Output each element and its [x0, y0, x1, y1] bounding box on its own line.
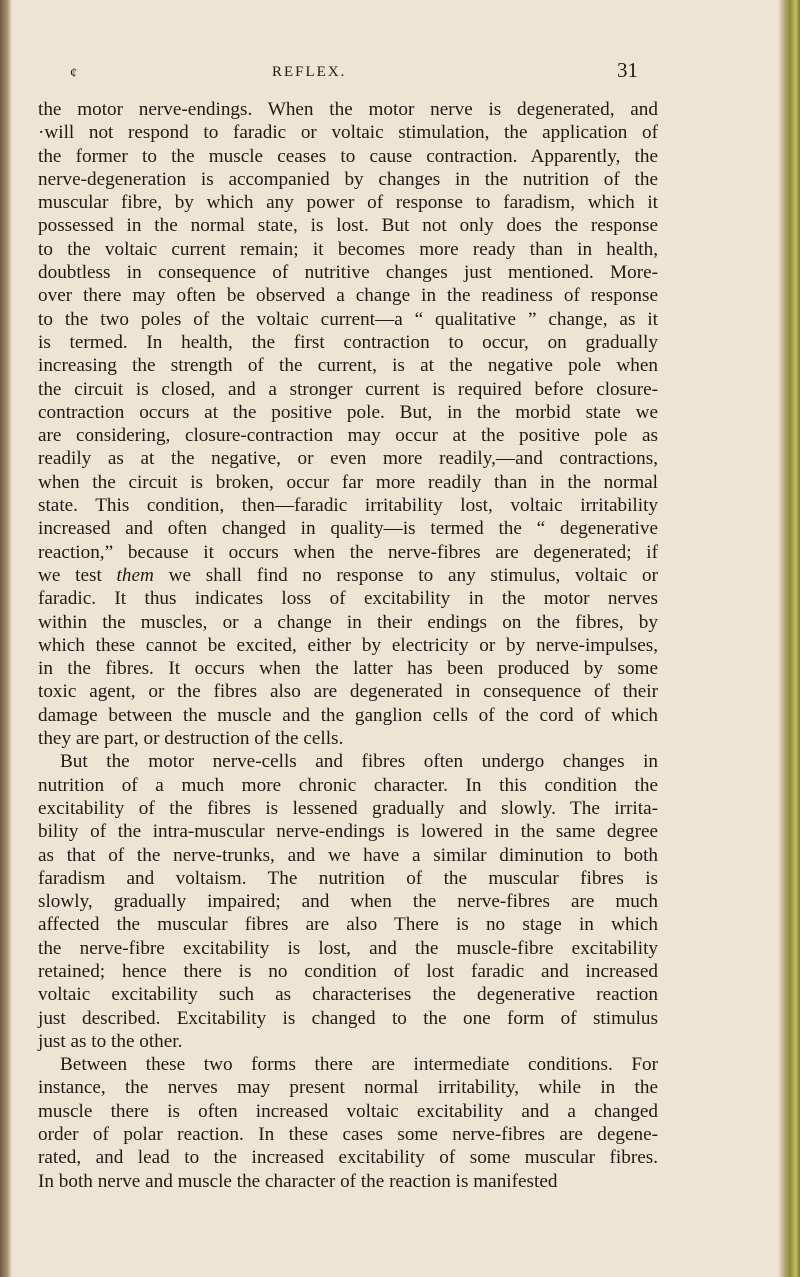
text-line: nerve-degeneration is accompanied by changes in the nutrition of the	[38, 168, 658, 190]
text-line: just described. Excitability is changed to the one form of stimulus	[38, 1007, 658, 1029]
running-head-title: REFLEX.	[272, 64, 347, 80]
text-line: the nerve-fibre excitability is lost, and the muscle-fibre excitability	[38, 937, 658, 959]
text-line: excitability of the fibres is lessened gradually and slowly. The irrita-	[38, 797, 658, 819]
text-line: rated, and lead to the increased excitability of some muscular fibres.	[38, 1147, 658, 1169]
text-line: the motor nerve-endings. When the motor nerve is degenerated, and	[38, 99, 658, 120]
text-line: within the muscles, or a change in their endings on the fibres, by	[38, 611, 658, 633]
text-line: damage between the muscle and the ganglion cells of the cord of which	[38, 704, 658, 726]
text-line: instance, the nerves may present normal irritability, while in the	[38, 1077, 658, 1099]
text-line: slowly, gradually impaired; and when the nerve-fibres are much	[38, 891, 658, 913]
text-line: ·will not respond to faradic or voltaic stimulation, the application of	[38, 122, 658, 144]
text-line: to the two poles of the voltaic current—a “ qualitative ” change, as it	[38, 308, 658, 330]
text-line: muscle there is often increased voltaic excitability and a changed	[38, 1100, 658, 1122]
text-line: faradic. It thus indicates loss of excitability in the motor nerves	[38, 588, 658, 610]
text-line: increased and often changed in quality—is termed the “ degenerative	[38, 518, 658, 540]
text-line: the former to the muscle ceases to cause contraction. Apparently, the	[38, 145, 658, 167]
text-line: bility of the intra-muscular nerve-endings is lowered in the same degree	[38, 821, 658, 843]
text-line: are considering, closure-contraction may occur at the positive pole as	[38, 425, 658, 447]
text-line: they are part, or destruction of the cells.	[38, 728, 344, 750]
text-line: possessed in the normal state, is lost. But not only does the response	[38, 215, 658, 237]
printer-mark: ¢	[70, 66, 77, 81]
text-line: affected the muscular fibres are also There is no stage in which	[38, 914, 658, 936]
text-line: is termed. In health, the first contraction to occur, on gradually	[38, 331, 658, 353]
emphasis: them	[116, 564, 154, 586]
body-text	[38, 98, 658, 1193]
page-number: 31	[617, 58, 638, 82]
text-line: over there may often be observed a change in the readiness of response	[38, 285, 658, 307]
text-line: doubtless in consequence of nutritive changes just mentioned. More-	[38, 262, 658, 284]
text-line: voltaic excitability such as characterises the degenerative reaction	[38, 984, 658, 1006]
text-line: as that of the nerve-trunks, and we have a similar diminution to both	[38, 844, 658, 866]
text-line: contraction occurs at the positive pole. But, in the morbid state we	[38, 401, 658, 423]
text-line: state. This condition, then—faradic irritability lost, voltaic irritability	[38, 495, 658, 517]
text-line: we test them we shall find no response to any stimulus, voltaic or	[38, 564, 658, 586]
text-line: the circuit is closed, and a stronger current is required before closure-	[38, 378, 658, 400]
text-line: increasing the strength of the current, is at the negative pole when	[38, 355, 658, 377]
text-line: faradism and voltaism. The nutrition of the muscular fibres is	[38, 867, 658, 889]
text-line: which these cannot be excited, either by electricity or by nerve-impulses,	[38, 634, 658, 656]
text-line: in the fibres. It occurs when the latter has been produced by some	[38, 658, 658, 680]
text-line: In both nerve and muscle the character of the reaction is manifested	[38, 1170, 558, 1192]
text-line: to the voltaic current remain; it becomes more ready than in health,	[38, 238, 658, 260]
text-line: reaction,” because it occurs when the nerve-fibres are degenerated; if	[38, 541, 658, 563]
text-line: nutrition of a much more chronic character. In this condition the	[38, 774, 658, 796]
text-line: Between these two forms there are intermediate conditions. For	[60, 1054, 658, 1076]
text-line: But the motor nerve-cells and fibres often undergo changes in	[60, 751, 658, 773]
text-line: order of polar reaction. In these cases some nerve-fibres are degene-	[38, 1124, 658, 1146]
text-line: just as to the other.	[38, 1030, 183, 1052]
running-head	[0, 58, 778, 88]
text-line: retained; hence there is no condition of lost faradic and increased	[38, 960, 658, 982]
text-line: toxic agent, or the fibres also are degenerated in consequence of their	[38, 681, 658, 703]
text-line: muscular fibre, by which any power of response to faradism, which it	[38, 192, 658, 214]
text-line: when the circuit is broken, occur far more readily than in the normal	[38, 471, 658, 493]
text-line: readily as at the negative, or even more readily,—and contractions,	[38, 448, 658, 470]
